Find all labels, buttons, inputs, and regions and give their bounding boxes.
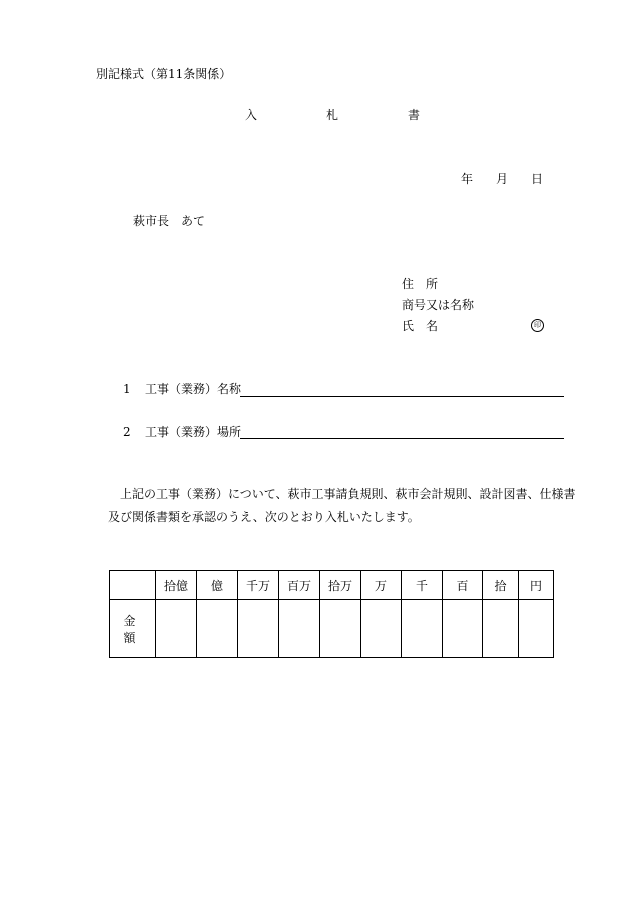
item-label: 工事（業務）名称: [145, 382, 242, 396]
amount-digit-cell[interactable]: [197, 600, 238, 658]
body-text-line-2: 及び関係書類を承認のうえ、次のとおり入札いたします。: [108, 510, 420, 524]
amount-digit-cell[interactable]: [483, 600, 519, 658]
addressee-name: 萩市長: [133, 214, 170, 228]
bidder-name-label: 氏名: [402, 319, 451, 333]
form-header: 別記様式（第11条関係）: [96, 67, 232, 81]
amount-digit-cell[interactable]: [279, 600, 320, 658]
amount-digit-cell[interactable]: [361, 600, 402, 658]
amount-header-cell: 円: [519, 571, 554, 600]
amount-header-cell: 拾万: [320, 571, 361, 600]
seal-mark: 印: [531, 319, 544, 332]
item-number: 1: [123, 382, 131, 396]
amount-header-cell: 千: [402, 571, 443, 600]
amount-digit-cell[interactable]: [519, 600, 554, 658]
addressee: [133, 215, 205, 227]
title-char-3: 書: [408, 108, 421, 122]
amount-header-cell: 百万: [279, 571, 320, 600]
amount-table-row: [110, 600, 554, 658]
amount-row-label: 金額: [110, 600, 156, 658]
amount-header-cell: 億: [197, 571, 238, 600]
item-1-fill-line[interactable]: [240, 396, 564, 397]
amount-table-header-row: [110, 571, 554, 600]
amount-header-cell: 拾億: [156, 571, 197, 600]
amount-header-blank: [110, 571, 156, 600]
amount-table: [109, 570, 554, 658]
date-day-label: 日: [531, 172, 544, 186]
title-char-1: 入: [245, 108, 258, 122]
amount-digit-cell[interactable]: [238, 600, 279, 658]
item-label: 工事（業務）場所: [145, 425, 242, 439]
item-2-fill-line[interactable]: [240, 438, 564, 439]
amount-header-cell: 千万: [238, 571, 279, 600]
amount-digit-cell[interactable]: [320, 600, 361, 658]
amount-digit-cell[interactable]: [402, 600, 443, 658]
amount-header-cell: 百: [443, 571, 483, 600]
item-row-1: [123, 383, 241, 395]
body-text-line-1: 上記の工事（業務）について、萩市工事請負規則、萩市会計規則、設計図書、仕様書: [120, 487, 576, 501]
amount-header-cell: 万: [361, 571, 402, 600]
title-char-2: 札: [326, 108, 339, 122]
date-year-label: 年: [461, 172, 474, 186]
item-number: 2: [123, 425, 131, 439]
bidder-address-label: 住所: [402, 277, 451, 291]
bidder-company-label: 商号又は名称: [402, 298, 475, 312]
item-row-2: [123, 426, 241, 438]
amount-header-cell: 拾: [483, 571, 519, 600]
addressee-suffix: あて: [181, 214, 206, 228]
amount-digit-cell[interactable]: [443, 600, 483, 658]
date-month-label: 月: [496, 172, 509, 186]
amount-digit-cell[interactable]: [156, 600, 197, 658]
